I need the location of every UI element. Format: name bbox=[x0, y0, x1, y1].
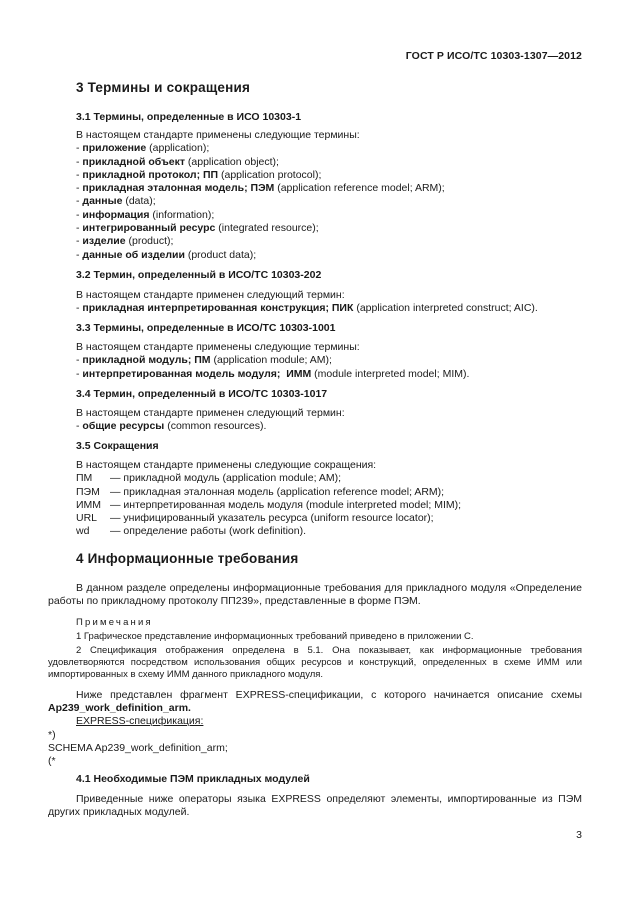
term-item: - данные об изделии (product data); bbox=[76, 248, 257, 261]
note-2: 2 Спецификация отображения определена в 5.1. Она показывает, как информационные требования удовлетворяются посредством использования общих ресурсов и конструкций, определенных в схеме ИММ или импортированных в схему ИММ данного прикладного модуля. bbox=[48, 645, 582, 681]
abbreviation-row bbox=[76, 486, 461, 499]
page-number: 3 bbox=[576, 829, 582, 841]
term-name: данные об изделии bbox=[82, 248, 185, 261]
abbreviation-value: — прикладной модуль (application module; AM); bbox=[110, 472, 341, 485]
term-translation: (integrated resource); bbox=[215, 222, 319, 235]
term-item: - данные (data); bbox=[76, 195, 156, 208]
code-line-1: *) bbox=[48, 729, 56, 741]
term-name: прикладной модуль; ПМ bbox=[82, 354, 211, 367]
term-translation: (application reference model; ARM); bbox=[274, 182, 445, 195]
abbreviation-key: ПЭМ bbox=[76, 485, 100, 498]
term-translation: (information); bbox=[149, 208, 215, 221]
subsection-3-2-body bbox=[76, 289, 538, 316]
term-name: информация bbox=[82, 208, 150, 221]
abbreviation-key: URL bbox=[76, 512, 98, 525]
subsection-3-2-title: 3.2 Термин, определенный в ИСО/ТС 10303-202 bbox=[76, 269, 322, 281]
term-translation: (application object); bbox=[184, 155, 279, 168]
subsection-3-4-body bbox=[76, 407, 345, 434]
term-translation: (application protocol); bbox=[218, 168, 322, 181]
term-item: - интегрированный ресурс (integrated resource); bbox=[76, 222, 319, 235]
term-item: - прикладной модуль; ПМ (application module; AM); bbox=[76, 354, 332, 367]
term-translation: (product data); bbox=[184, 248, 257, 261]
term-translation: (common resources). bbox=[164, 420, 267, 433]
note-1: 1 Графическое представление информационных требований приведено в приложении С. bbox=[76, 631, 474, 642]
abbreviation-value: — определение работы (work definition). bbox=[110, 525, 306, 538]
term-name: общие ресурсы bbox=[82, 420, 165, 433]
intro-text: В настоящем стандарте применены следующие сокращения: bbox=[76, 459, 377, 471]
subsection-3-1-body bbox=[76, 129, 445, 262]
term-item: - приложение (application); bbox=[76, 142, 210, 155]
express-label: EXPRESS-спецификация: bbox=[76, 715, 204, 727]
term-translation: (application interpreted construct; AIC). bbox=[353, 302, 538, 315]
term-name: прикладная интерпретированная конструкция; ПИК bbox=[82, 302, 354, 315]
document-header: ГОСТ Р ИСО/ТС 10303-1307—2012 bbox=[405, 50, 582, 62]
term-translation: (product); bbox=[125, 235, 174, 248]
term-name: интегрированный ресурс bbox=[82, 222, 216, 235]
subsection-3-3-body bbox=[76, 341, 469, 381]
term-item: - информация (information); bbox=[76, 208, 215, 221]
express-intro-paragraph bbox=[48, 689, 582, 716]
term-item: - интерпретированная модель модуля; ИММ (module interpreted model; MIM). bbox=[76, 367, 470, 380]
abbreviations-list bbox=[76, 459, 461, 539]
abbreviation-value: — унифицированный указатель ресурса (uniform resource locator); bbox=[110, 512, 434, 525]
subsection-3-5-title: 3.5 Сокращения bbox=[76, 440, 159, 452]
abbreviation-row bbox=[76, 472, 461, 485]
abbreviation-value: — прикладная эталонная модель (application reference model; ARM); bbox=[110, 485, 445, 498]
term-item: - прикладной объект (application object); bbox=[76, 155, 279, 168]
term-item: - прикладная интерпретированная конструкция; ПИК (application interpreted construct; AIC). bbox=[76, 302, 538, 315]
schema-name: Ap239_work_definition_arm. bbox=[48, 702, 191, 715]
abbreviation-row bbox=[76, 499, 461, 512]
subsection-4-1-paragraph: Приведенные ниже операторы языка EXPRESS определяют элементы, импортированные из ПЭМ других прикладных модулей. bbox=[48, 793, 582, 819]
code-line-3: (* bbox=[48, 755, 56, 767]
section-4-paragraph: В данном разделе определены информационные требования для прикладного модуля «Определение работы по прикладному протоколу ПП239», представленные в форме ПЭМ. bbox=[48, 582, 582, 608]
abbreviation-key: wd bbox=[76, 525, 90, 538]
term-item: - прикладной протокол; ПП (application protocol); bbox=[76, 168, 322, 181]
intro-text: В настоящем стандарте применен следующий термин: bbox=[76, 289, 345, 301]
subsection-3-3-title: 3.3 Термины, определенные в ИСО/ТС 10303-1001 bbox=[76, 322, 336, 334]
term-item: - общие ресурсы (common resources). bbox=[76, 420, 267, 433]
subsection-3-1-title: 3.1 Термины, определенные в ИСО 10303-1 bbox=[76, 111, 302, 123]
intro-text: В настоящем стандарте применены следующие термины: bbox=[76, 129, 360, 141]
term-item: - прикладная эталонная модель; ПЭМ (application reference model; ARM); bbox=[76, 182, 445, 195]
abbreviation-row bbox=[76, 525, 461, 538]
term-translation: (application); bbox=[146, 142, 210, 155]
term-name: прикладная эталонная модель; ПЭМ bbox=[82, 182, 275, 195]
term-name: интерпретированная модель модуля; ИММ bbox=[82, 367, 312, 380]
term-name: прикладной протокол; ПП bbox=[82, 168, 219, 181]
term-name: приложение bbox=[82, 142, 147, 155]
express-intro-text: Ниже представлен фрагмент EXPRESS-спецификации, с которого начинается описание схемы bbox=[76, 689, 582, 701]
section-3-title: 3 Термины и сокращения bbox=[76, 80, 251, 95]
subsection-3-4-title: 3.4 Термин, определенный в ИСО/ТС 10303-1017 bbox=[76, 388, 328, 400]
abbreviation-key: ИММ bbox=[76, 498, 102, 511]
abbreviation-value: — интерпретированная модель модуля (module interpreted model; MIM); bbox=[110, 498, 462, 511]
term-translation: (application module; AM); bbox=[210, 354, 332, 367]
term-item: - изделие (product); bbox=[76, 235, 174, 248]
term-name: данные bbox=[82, 195, 123, 208]
intro-text: В настоящем стандарте применен следующий термин: bbox=[76, 407, 345, 419]
code-line-2: SCHEMA Ap239_work_definition_arm; bbox=[48, 742, 228, 754]
term-translation: (data); bbox=[122, 195, 156, 208]
intro-text: В настоящем стандарте применены следующие термины: bbox=[76, 341, 360, 353]
abbreviation-row bbox=[76, 512, 461, 525]
subsection-4-1-title: 4.1 Необходимые ПЭМ прикладных модулей bbox=[76, 773, 310, 785]
term-name: изделие bbox=[82, 235, 126, 248]
term-name: прикладной объект bbox=[82, 155, 185, 168]
term-translation: (module interpreted model; MIM). bbox=[311, 367, 470, 380]
abbreviation-key: ПМ bbox=[76, 472, 93, 485]
section-4-title: 4 Информационные требования bbox=[76, 551, 299, 566]
notes-title: Примечания bbox=[76, 617, 153, 628]
